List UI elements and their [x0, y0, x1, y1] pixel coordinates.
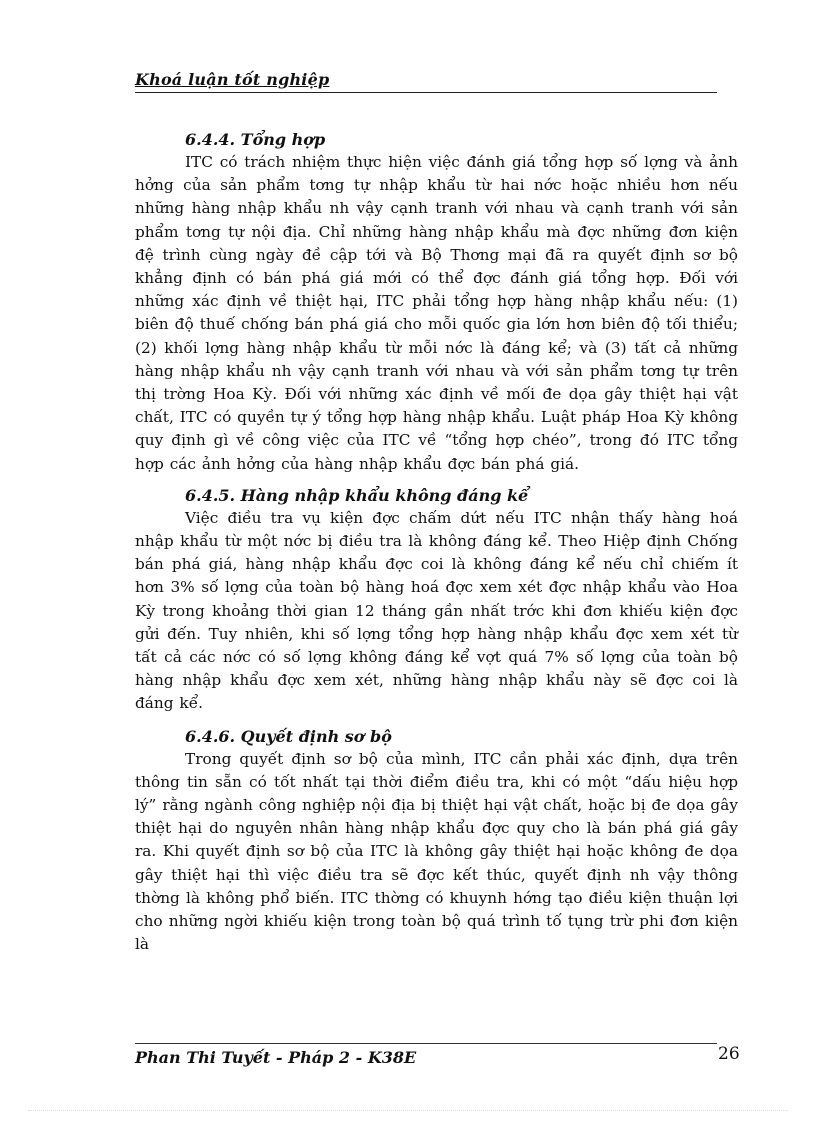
- section-paragraph-6-4-4: ITC có trách nhiệm thực hiện việc đánh giá tổng hợp số lợng và ảnh hởng của sản phẩm tơng tự nhập khẩu từ hai nớc hoặc nhiều hơn nếu những hàng nhập khẩu nh vậy cạnh tranh với nhau và cạnh tranh với sản phẩm tơng tự nội địa. Chỉ những hàng nhập khẩu mà đợc những đơn kiện đệ trình cùng ngày đề cập tới và Bộ Thơng mại đã ra quyết định sơ bộ khẳng định có bán phá giá mới có thể đợc đánh giá tổng hợp. Đối với những xác định về thiệt hại, ITC phải tổng hợp hàng nhập khẩu nếu: (1) biên độ thuế chống bán phá giá cho mỗi quốc gia lớn hơn biên độ tối thiểu; (2) khối lợng hàng nhập khẩu từ mỗi nớc là đáng kể; và (3) tất cả những hàng nhập khẩu nh vậy cạnh tranh với nhau và với sản phẩm tơng tự trên thị trờng Hoa Kỳ. Đối với những xác định về mối đe dọa gây thiệt hại vật chất, ITC có quyền tự ý tổng hợp hàng nhập khẩu. Luật pháp Hoa Kỳ không quy định gì về công việc của ITC về “tổng hợp chéo”, trong đó ITC tổng hợp các ảnh hởng của hàng nhập khẩu đợc bán phá giá.: [135, 153, 738, 473]
- page-number: 26: [718, 1044, 740, 1064]
- page-header: [135, 70, 717, 93]
- footer-author: Phan Thi Tuyết - Pháp 2 - K38E: [135, 1048, 417, 1067]
- section-paragraph-6-4-6: Trong quyết định sơ bộ của mình, ITC cần phải xác định, dựa trên thông tin sẵn có tốt nhất tại thời điểm điều tra, khi có một “dấu hiệu hợp lý” rằng ngành công nghiệp nội địa bị thiệt hại vật chất, hoặc bị đe dọa gây thiệt hại do nguyên nhân hàng nhập khẩu đợc quy cho là bán phá giá gây ra. Khi quyết định sơ bộ của ITC là không gây thiệt hại hoặc không đe dọa gây thiệt hại thì việc điều tra sẽ đợc kết thúc, quyết định nh vậy thông thờng là không phổ biến. ITC thờng có khuynh hớng tạo điều kiện thuận lợi cho những ngời khiếu kiện trong toàn bộ quá trình tố tụng trừ phi đơn kiện là: [135, 749, 738, 954]
- page-content: [135, 128, 738, 957]
- section-heading-6-4-6: 6.4.6. Quyết định sơ bộ: [185, 726, 392, 746]
- section-heading-6-4-4: 6.4.4. Tổng hợp: [185, 130, 326, 149]
- section-heading-6-4-5: 6.4.5. Hàng nhập khẩu không đáng kể: [185, 485, 529, 505]
- page-bottom-dotted-line: [28, 1110, 788, 1111]
- section-paragraph-6-4-5: Việc điều tra vụ kiện đợc chấm dứt nếu ITC nhận thấy hàng hoá nhập khẩu từ một nớc bị điều tra là không đáng kể. Theo Hiệp định Chống bán phá giá, hàng nhập khẩu đợc coi là không đáng kể nếu chỉ chiếm ít hơn 3% số lợng của toàn bộ hàng hoá đợc xem xét đợc nhập khẩu vào Hoa Kỳ trong khoảng thời gian 12 tháng gần nhất trớc khi đơn khiếu kiện đợc gửi đến. Tuy nhiên, khi số lợng tổng hợp hàng nhập khẩu đợc xem xét từ tất cả các nớc có số lợng không đáng kể vợt quá 7% số lợng của toàn bộ hàng nhập khẩu đợc xem xét, những hàng nhập khẩu này sẽ đợc coi là đáng kể.: [135, 508, 738, 713]
- footer-divider: [135, 1043, 717, 1044]
- header-title: Khoá luận tốt nghiệp: [135, 70, 330, 89]
